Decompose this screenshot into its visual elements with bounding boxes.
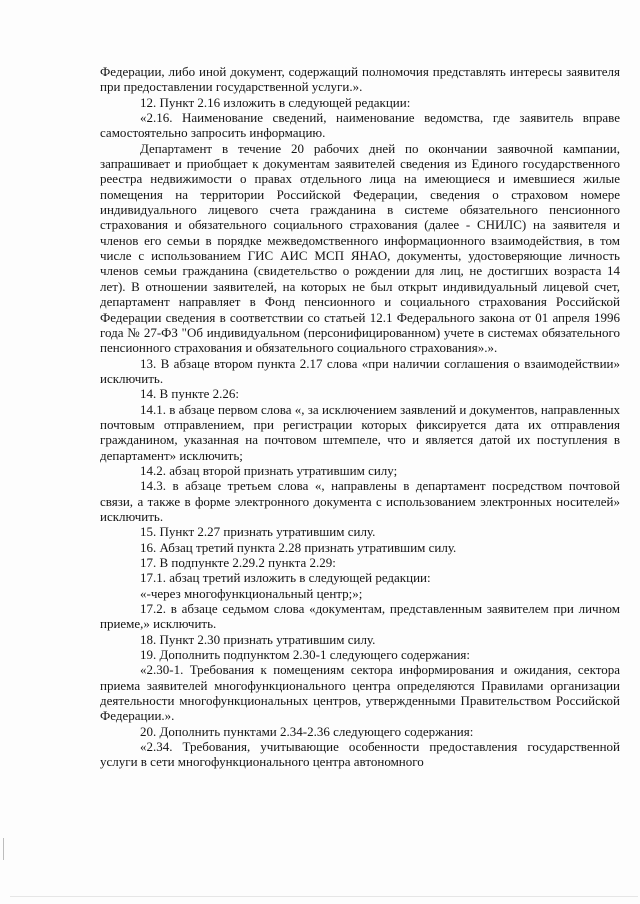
paragraph-2-34: «2.34. Требования, учитывающие особенности предоставления государственной услуги в сети многофункционального центра автономного (100, 739, 620, 770)
paragraph-item-16: 16. Абзац третий пункта 2.28 признать утратившим силу. (140, 539, 457, 555)
paragraph-item-14-1: 14.1. в абзаце первом слова «, за исключением заявлений и документов, направленных почтовым отправлением, при регистрации которых фиксируется дата их отправления гражданином, указанная на почтовом штемпеле, что и является датой их поступления в департамент» исключить; (100, 401, 620, 463)
paragraph-mfc-quote: «-через многофункциональный центр;»; (140, 585, 363, 601)
paragraph-2-16-heading: «2.16. Наименование сведений, наименование ведомства, где заявитель вправе самостоятельно запросить информацию. (100, 110, 620, 141)
scan-margin-mark (3, 838, 4, 860)
paragraph-item-12: 12. Пункт 2.16 изложить в следующей редакции: (140, 94, 411, 110)
paragraph-2-30-1: «2.30-1. Требования к помещениям сектора информирования и ожидания, сектора приема заявителей многофункционального центра определяются Правилами организации деятельности многофункциональных центров, утвержденными Правительством Российской Федерации.». (100, 662, 620, 724)
paragraph: Федерации, либо иной документ, содержащий полномочия представлять интересы заявителя при предоставлении государственной услуги.». (100, 64, 620, 95)
paragraph-item-15: 15. Пункт 2.27 признать утратившим силу. (140, 524, 376, 540)
paragraph-item-20: 20. Дополнить пунктами 2.34-2.36 следующего содержания: (140, 723, 474, 739)
paragraph-item-19: 19. Дополнить подпунктом 2.30-1 следующего содержания: (140, 647, 470, 663)
paragraph-item-14-3: 14.3. в абзаце третьем слова «, направлены в департамент посредством почтовой связи, а также в форме электронного документа с использованием электронных носителей» исключить. (100, 478, 620, 524)
scan-bottom-edge (10, 896, 638, 897)
paragraph-item-17-2: 17.2. в абзаце седьмом слова «документам, представленным заявителем при личном приеме,» исключить. (100, 601, 620, 632)
paragraph-department-info: Департамент в течение 20 рабочих дней по окончании заявочной кампании, запрашивает и приобщает к документам заявителей сведения из Единого государственного реестра недвижимости о правах отдельного лица на имеющиеся и имевшиеся жилые помещения на территории Российской Федерации, сведения о страховом номере индивидуального лицевого счета гражданина в системе обязательного пенсионного страхования и обязательного социального страхования (далее - СНИЛС) на заявителя и членов его семьи в порядке межведомственного информационного взаимодействия, в том числе с использованием ГИС АИС МСП ЯНАО, документы, удостоверяющие личность членов семьи гражданина (свидетельство о рождении для лиц, не достигших возраста 14 лет). В отношении заявителей, на которых не был открыт индивидуальный лицевой счет, департамент направляет в Фонд пенсионного и социального страхования Российской Федерации сведения в соответствии со статьей 12.1 Федерального закона от 01 апреля 1996 года № 27-ФЗ "Об индивидуальном (персонифицированном) учете в системах обязательного пенсионного страхования и обязательного социального страхования».». (100, 140, 620, 356)
document-body (100, 64, 620, 770)
paragraph-item-14: 14. В пункте 2.26: (140, 386, 240, 402)
paragraph-item-18: 18. Пункт 2.30 признать утратившим силу. (140, 631, 376, 647)
paragraph-item-17: 17. В подпункте 2.29.2 пункта 2.29: (140, 555, 336, 570)
paragraph-item-17-1: 17.1. абзац третий изложить в следующей редакции: (140, 570, 431, 586)
paragraph-item-14-2: 14.2. абзац второй признать утратившим силу; (140, 462, 398, 478)
paragraph-item-13: 13. В абзаце втором пункта 2.17 слова «при наличии соглашения о взаимодействии» исключить. (100, 355, 620, 386)
